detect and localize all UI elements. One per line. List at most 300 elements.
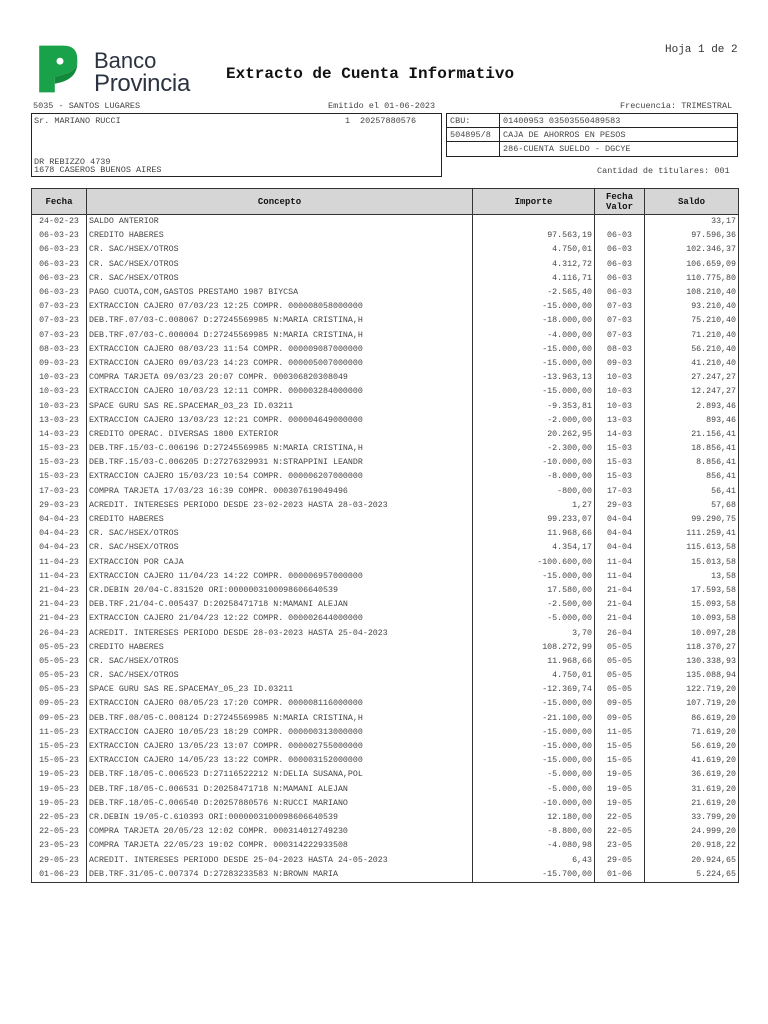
frequency: Frecuencia: TRIMESTRAL bbox=[620, 101, 733, 111]
row-fecha-valor: 22-05 bbox=[595, 811, 645, 825]
row-fecha: 07-03-23 bbox=[32, 300, 87, 314]
row-importe: 4.354,17 bbox=[473, 541, 595, 555]
header-fecha-valor-1: Fecha bbox=[605, 191, 633, 202]
table-row bbox=[32, 556, 739, 570]
row-concepto: CR. SAC/HSEX/OTROS bbox=[87, 527, 473, 541]
row-saldo: 31.619,20 bbox=[645, 783, 739, 797]
row-saldo: 110.775,80 bbox=[645, 272, 739, 286]
row-importe: -15.000,00 bbox=[473, 740, 595, 754]
table-row bbox=[32, 470, 739, 484]
row-concepto: EXTRACCION CAJERO 09/03/23 14:23 COMPR. 000005007000000 bbox=[87, 357, 473, 371]
row-fecha-valor: 06-03 bbox=[595, 229, 645, 243]
movements-table bbox=[31, 188, 739, 883]
row-fecha-valor: 06-03 bbox=[595, 286, 645, 300]
row-importe: 4.116,71 bbox=[473, 272, 595, 286]
row-importe: 17.580,00 bbox=[473, 584, 595, 598]
row-importe: 11.968,66 bbox=[473, 527, 595, 541]
row-importe: 4.750,01 bbox=[473, 669, 595, 683]
account-subtype: 286-CUENTA SUELDO - DGCYE bbox=[503, 144, 631, 154]
row-fecha-valor: 06-03 bbox=[595, 258, 645, 272]
row-fecha: 05-05-23 bbox=[32, 641, 87, 655]
client-address1: DR REBIZZO 4739 bbox=[34, 157, 111, 167]
row-concepto: EXTRACCION POR CAJA bbox=[87, 556, 473, 570]
row-saldo: 856,41 bbox=[645, 470, 739, 484]
client-id-type: 1 bbox=[345, 116, 351, 126]
row-concepto: EXTRACCION CAJERO 21/04/23 12:22 COMPR. 000002644000000 bbox=[87, 612, 473, 626]
table-row bbox=[32, 513, 739, 527]
row-fecha-valor: 11-04 bbox=[595, 570, 645, 584]
row-saldo: 24.999,20 bbox=[645, 825, 739, 839]
table-row bbox=[32, 825, 739, 839]
row-saldo: 893,46 bbox=[645, 414, 739, 428]
row-saldo: 5.224,65 bbox=[645, 868, 739, 883]
row-fecha: 06-03-23 bbox=[32, 258, 87, 272]
row-concepto: EXTRACCION CAJERO 10/03/23 12:11 COMPR. 000003284000000 bbox=[87, 385, 473, 399]
row-concepto: DEB.TRF.18/05-C.006540 D:20257880576 N:RUCCI MARIANO bbox=[87, 797, 473, 811]
row-importe: -2.500,00 bbox=[473, 598, 595, 612]
row-importe: -15.000,00 bbox=[473, 697, 595, 711]
row-fecha: 07-03-23 bbox=[32, 329, 87, 343]
row-fecha: 21-04-23 bbox=[32, 584, 87, 598]
row-fecha: 19-05-23 bbox=[32, 783, 87, 797]
row-concepto: CR.DEBIN 20/04-C.831520 ORI:0000003100098606640539 bbox=[87, 584, 473, 598]
table-row bbox=[32, 697, 739, 711]
row-saldo: 56.619,20 bbox=[645, 740, 739, 754]
row-fecha-valor: 05-05 bbox=[595, 641, 645, 655]
row-importe: -15.000,00 bbox=[473, 385, 595, 399]
row-saldo: 57,68 bbox=[645, 499, 739, 513]
row-importe: -2.000,00 bbox=[473, 414, 595, 428]
row-saldo: 130.338,93 bbox=[645, 655, 739, 669]
row-saldo: 33,17 bbox=[645, 215, 739, 230]
row-fecha-valor: 29-05 bbox=[595, 853, 645, 867]
account-type: CAJA DE AHORROS EN PESOS bbox=[503, 130, 626, 140]
header-fecha-valor-2: Valor bbox=[605, 201, 633, 212]
table-row bbox=[32, 868, 739, 883]
row-concepto: DEB.TRF.08/05-C.008124 D:27245569985 N:MARIA CRISTINA,H bbox=[87, 712, 473, 726]
row-fecha-valor: 15-05 bbox=[595, 740, 645, 754]
document-title: Extracto de Cuenta Informativo bbox=[226, 65, 515, 83]
row-fecha-valor: 19-05 bbox=[595, 768, 645, 782]
row-fecha-valor: 11-05 bbox=[595, 726, 645, 740]
row-fecha-valor: 22-05 bbox=[595, 825, 645, 839]
row-importe: 3,70 bbox=[473, 626, 595, 640]
row-saldo: 115.613,58 bbox=[645, 541, 739, 555]
row-fecha: 15-03-23 bbox=[32, 456, 87, 470]
row-concepto: COMPRA TARJETA 20/05/23 12:02 COMPR. 000314012749230 bbox=[87, 825, 473, 839]
row-importe: 99.233,07 bbox=[473, 513, 595, 527]
row-fecha: 19-05-23 bbox=[32, 797, 87, 811]
table-row bbox=[32, 456, 739, 470]
row-importe: -5.000,00 bbox=[473, 783, 595, 797]
row-fecha: 23-05-23 bbox=[32, 839, 87, 853]
table-row bbox=[32, 612, 739, 626]
row-fecha: 21-04-23 bbox=[32, 598, 87, 612]
row-importe: -15.000,00 bbox=[473, 570, 595, 584]
table-row bbox=[32, 215, 739, 230]
row-saldo: 15.013,58 bbox=[645, 556, 739, 570]
row-fecha-valor: 05-05 bbox=[595, 669, 645, 683]
row-saldo: 111.259,41 bbox=[645, 527, 739, 541]
row-fecha-valor: 04-04 bbox=[595, 541, 645, 555]
row-fecha-valor: 14-03 bbox=[595, 428, 645, 442]
row-importe: 6,43 bbox=[473, 853, 595, 867]
row-concepto: SPACE GURU SAS RE.SPACEMAR_03_23 ID.03211 bbox=[87, 399, 473, 413]
table-header-row bbox=[32, 189, 739, 215]
row-concepto: COMPRA TARJETA 17/03/23 16:39 COMPR. 000307619049496 bbox=[87, 485, 473, 499]
table-row bbox=[32, 584, 739, 598]
row-fecha: 09-05-23 bbox=[32, 697, 87, 711]
row-concepto: DEB.TRF.07/03-C.008067 D:27245569985 N:MARIA CRISTINA,H bbox=[87, 314, 473, 328]
row-fecha-valor: 26-04 bbox=[595, 626, 645, 640]
row-fecha: 15-05-23 bbox=[32, 740, 87, 754]
table-row bbox=[32, 683, 739, 697]
row-fecha: 10-03-23 bbox=[32, 399, 87, 413]
row-fecha: 06-03-23 bbox=[32, 229, 87, 243]
row-saldo: 41.210,40 bbox=[645, 357, 739, 371]
row-saldo: 86.619,20 bbox=[645, 712, 739, 726]
row-concepto: PAGO CUOTA,COM,GASTOS PRESTAMO 1987 BIYCSA bbox=[87, 286, 473, 300]
row-saldo: 56.210,40 bbox=[645, 343, 739, 357]
row-importe: 11.968,66 bbox=[473, 655, 595, 669]
row-fecha: 05-05-23 bbox=[32, 683, 87, 697]
row-concepto: CR. SAC/HSEX/OTROS bbox=[87, 541, 473, 555]
row-importe: -15.000,00 bbox=[473, 300, 595, 314]
client-id-number: 20257880576 bbox=[360, 116, 417, 126]
row-fecha: 22-05-23 bbox=[32, 825, 87, 839]
row-concepto: CR. SAC/HSEX/OTROS bbox=[87, 655, 473, 669]
row-concepto: CR. SAC/HSEX/OTROS bbox=[87, 258, 473, 272]
row-fecha: 09-03-23 bbox=[32, 357, 87, 371]
row-concepto: EXTRACCION CAJERO 10/05/23 18:29 COMPR. 000000313000000 bbox=[87, 726, 473, 740]
row-importe: -100.600,00 bbox=[473, 556, 595, 570]
row-concepto: DEB.TRF.18/05-C.006531 D:20258471718 N:MAMANI ALEJAN bbox=[87, 783, 473, 797]
row-concepto: DEB.TRF.18/05-C.006523 D:27116522212 N:DELIA SUSANA,POL bbox=[87, 768, 473, 782]
row-fecha: 01-06-23 bbox=[32, 868, 87, 883]
table-row bbox=[32, 839, 739, 853]
row-importe: -10.000,00 bbox=[473, 797, 595, 811]
row-saldo: 135.088,94 bbox=[645, 669, 739, 683]
table-row bbox=[32, 712, 739, 726]
table-row bbox=[32, 626, 739, 640]
row-fecha: 09-05-23 bbox=[32, 712, 87, 726]
table-row bbox=[32, 655, 739, 669]
row-saldo: 21.156,41 bbox=[645, 428, 739, 442]
row-fecha: 14-03-23 bbox=[32, 428, 87, 442]
row-fecha-valor: 15-03 bbox=[595, 470, 645, 484]
row-fecha: 05-05-23 bbox=[32, 655, 87, 669]
row-fecha: 10-03-23 bbox=[32, 385, 87, 399]
row-saldo: 75.210,40 bbox=[645, 314, 739, 328]
table-row bbox=[32, 740, 739, 754]
account-box bbox=[446, 113, 738, 157]
table-row bbox=[32, 258, 739, 272]
table-row bbox=[32, 797, 739, 811]
row-fecha-valor: 07-03 bbox=[595, 314, 645, 328]
row-saldo: 71.210,40 bbox=[645, 329, 739, 343]
row-concepto: CR.DEBIN 19/05-C.610393 ORI:0000003100098606640539 bbox=[87, 811, 473, 825]
row-concepto: CR. SAC/HSEX/OTROS bbox=[87, 272, 473, 286]
row-importe: 4.312,72 bbox=[473, 258, 595, 272]
row-saldo: 41.619,20 bbox=[645, 754, 739, 768]
row-concepto: COMPRA TARJETA 09/03/23 20:07 COMPR. 000306820308049 bbox=[87, 371, 473, 385]
row-saldo: 56,41 bbox=[645, 485, 739, 499]
row-fecha: 21-04-23 bbox=[32, 612, 87, 626]
table-row bbox=[32, 541, 739, 555]
page-indicator: Hoja 1 de 2 bbox=[665, 44, 738, 56]
table-row bbox=[32, 385, 739, 399]
row-saldo: 21.619,20 bbox=[645, 797, 739, 811]
row-fecha: 07-03-23 bbox=[32, 314, 87, 328]
row-concepto: EXTRACCION CAJERO 15/03/23 10:54 COMPR. 000006207000000 bbox=[87, 470, 473, 484]
row-concepto: CREDITO HABERES bbox=[87, 641, 473, 655]
row-fecha: 13-03-23 bbox=[32, 414, 87, 428]
row-fecha: 06-03-23 bbox=[32, 272, 87, 286]
row-fecha-valor: 06-03 bbox=[595, 272, 645, 286]
row-importe: -21.100,00 bbox=[473, 712, 595, 726]
row-fecha-valor: 19-05 bbox=[595, 783, 645, 797]
table-row bbox=[32, 414, 739, 428]
table-row bbox=[32, 272, 739, 286]
movements-body bbox=[32, 215, 739, 883]
row-saldo: 20.924,65 bbox=[645, 853, 739, 867]
table-row bbox=[32, 229, 739, 243]
row-fecha: 29-05-23 bbox=[32, 853, 87, 867]
row-concepto: ACREDIT. INTERESES PERIODO DESDE 28-03-2023 HASTA 25-04-2023 bbox=[87, 626, 473, 640]
table-row bbox=[32, 527, 739, 541]
row-saldo: 8.856,41 bbox=[645, 456, 739, 470]
row-importe: -4.080,98 bbox=[473, 839, 595, 853]
row-importe: -15.000,00 bbox=[473, 343, 595, 357]
cbu-value: 01400953 03503550489583 bbox=[503, 116, 621, 126]
row-concepto: DEB.TRF.15/03-C.006205 D:27276329931 N:STRAPPINI LEANDR bbox=[87, 456, 473, 470]
row-fecha-valor: 08-03 bbox=[595, 343, 645, 357]
row-saldo: 17.593,58 bbox=[645, 584, 739, 598]
row-fecha-valor: 04-04 bbox=[595, 513, 645, 527]
row-importe: -800,00 bbox=[473, 485, 595, 499]
table-row bbox=[32, 768, 739, 782]
row-fecha-valor: 15-03 bbox=[595, 456, 645, 470]
row-concepto: EXTRACCION CAJERO 11/04/23 14:22 COMPR. 000006957000000 bbox=[87, 570, 473, 584]
row-fecha: 24-02-23 bbox=[32, 215, 87, 230]
row-fecha: 08-03-23 bbox=[32, 343, 87, 357]
table-row bbox=[32, 329, 739, 343]
row-saldo: 27.247,27 bbox=[645, 371, 739, 385]
row-fecha: 11-04-23 bbox=[32, 570, 87, 584]
row-fecha: 11-04-23 bbox=[32, 556, 87, 570]
row-importe: 97.563,19 bbox=[473, 229, 595, 243]
row-fecha: 22-05-23 bbox=[32, 811, 87, 825]
row-importe: -18.000,00 bbox=[473, 314, 595, 328]
table-row bbox=[32, 570, 739, 584]
table-row bbox=[32, 726, 739, 740]
row-concepto: DEB.TRF.15/03-C.006196 D:27245569985 N:MARIA CRISTINA,H bbox=[87, 442, 473, 456]
row-fecha-valor: 06-03 bbox=[595, 243, 645, 257]
table-row bbox=[32, 243, 739, 257]
branch: 5035 - SANTOS LUGARES bbox=[33, 101, 141, 111]
row-fecha: 26-04-23 bbox=[32, 626, 87, 640]
client-box bbox=[31, 113, 442, 177]
row-fecha-valor: 15-03 bbox=[595, 442, 645, 456]
table-row bbox=[32, 641, 739, 655]
row-importe: -15.000,00 bbox=[473, 754, 595, 768]
row-concepto: CR. SAC/HSEX/OTROS bbox=[87, 243, 473, 257]
row-concepto: CREDITO HABERES bbox=[87, 229, 473, 243]
row-importe: -10.000,00 bbox=[473, 456, 595, 470]
row-saldo: 33.799,20 bbox=[645, 811, 739, 825]
row-saldo: 12.247,27 bbox=[645, 385, 739, 399]
row-fecha: 06-03-23 bbox=[32, 286, 87, 300]
table-row bbox=[32, 371, 739, 385]
table-row bbox=[32, 669, 739, 683]
row-fecha-valor bbox=[595, 215, 645, 230]
row-concepto: EXTRACCION CAJERO 08/05/23 17:20 COMPR. 000008116000000 bbox=[87, 697, 473, 711]
row-concepto: EXTRACCION CAJERO 07/03/23 12:25 COMPR. 000008058000000 bbox=[87, 300, 473, 314]
emission-date: Emitido el 01-06-2023 bbox=[328, 101, 436, 111]
account-number: 504895/8 bbox=[450, 130, 491, 140]
row-fecha-valor: 10-03 bbox=[595, 399, 645, 413]
table-row bbox=[32, 598, 739, 612]
row-concepto: EXTRACCION CAJERO 13/05/23 13:07 COMPR. 000002755000000 bbox=[87, 740, 473, 754]
bank-name-line1: Banco bbox=[94, 48, 157, 73]
row-concepto: CR. SAC/HSEX/OTROS bbox=[87, 669, 473, 683]
table-row bbox=[32, 314, 739, 328]
row-fecha-valor: 07-03 bbox=[595, 329, 645, 343]
row-importe: -8.800,00 bbox=[473, 825, 595, 839]
row-fecha-valor: 29-03 bbox=[595, 499, 645, 513]
row-fecha-valor: 19-05 bbox=[595, 797, 645, 811]
row-saldo: 36.619,20 bbox=[645, 768, 739, 782]
row-concepto: CREDITO HABERES bbox=[87, 513, 473, 527]
row-fecha: 15-03-23 bbox=[32, 470, 87, 484]
row-importe: 12.180,00 bbox=[473, 811, 595, 825]
row-fecha-valor: 13-03 bbox=[595, 414, 645, 428]
row-importe: -8.000,00 bbox=[473, 470, 595, 484]
table-row bbox=[32, 499, 739, 513]
row-fecha-valor: 21-04 bbox=[595, 612, 645, 626]
row-fecha-valor: 04-04 bbox=[595, 527, 645, 541]
row-saldo: 122.719,20 bbox=[645, 683, 739, 697]
client-address2: 1678 CASEROS BUENOS AIRES bbox=[34, 165, 162, 175]
row-saldo: 71.619,20 bbox=[645, 726, 739, 740]
cbu-label: CBU: bbox=[450, 116, 471, 126]
row-fecha-valor: 09-05 bbox=[595, 697, 645, 711]
header-fecha-valor bbox=[595, 189, 645, 215]
header-concepto: Concepto bbox=[87, 189, 473, 215]
row-saldo: 118.370,27 bbox=[645, 641, 739, 655]
row-fecha-valor: 15-05 bbox=[595, 754, 645, 768]
row-saldo: 97.596,36 bbox=[645, 229, 739, 243]
row-fecha-valor: 10-03 bbox=[595, 371, 645, 385]
header-importe: Importe bbox=[473, 189, 595, 215]
row-importe: 20.262,95 bbox=[473, 428, 595, 442]
table-row bbox=[32, 428, 739, 442]
row-concepto: EXTRACCION CAJERO 14/05/23 13:22 COMPR. 000003152000000 bbox=[87, 754, 473, 768]
row-saldo: 106.659,09 bbox=[645, 258, 739, 272]
row-importe: -5.000,00 bbox=[473, 768, 595, 782]
row-concepto: SPACE GURU SAS RE.SPACEMAY_05_23 ID.03211 bbox=[87, 683, 473, 697]
row-fecha: 15-03-23 bbox=[32, 442, 87, 456]
row-fecha: 15-05-23 bbox=[32, 754, 87, 768]
row-concepto: DEB.TRF.31/05-C.007374 D:27283233583 N:BROWN MARIA bbox=[87, 868, 473, 883]
row-fecha: 11-05-23 bbox=[32, 726, 87, 740]
table-row bbox=[32, 300, 739, 314]
row-fecha: 19-05-23 bbox=[32, 768, 87, 782]
table-row bbox=[32, 286, 739, 300]
row-concepto: EXTRACCION CAJERO 08/03/23 11:54 COMPR. 000009087000000 bbox=[87, 343, 473, 357]
row-saldo: 10.097,28 bbox=[645, 626, 739, 640]
row-saldo: 93.210,40 bbox=[645, 300, 739, 314]
row-saldo: 15.093,58 bbox=[645, 598, 739, 612]
bank-name-line2: Provincia bbox=[94, 70, 191, 97]
row-saldo: 99.290,75 bbox=[645, 513, 739, 527]
row-fecha-valor: 21-04 bbox=[595, 598, 645, 612]
row-fecha-valor: 11-04 bbox=[595, 556, 645, 570]
row-fecha-valor: 10-03 bbox=[595, 385, 645, 399]
holders-count: Cantidad de titulares: 001 bbox=[597, 166, 730, 176]
row-fecha: 29-03-23 bbox=[32, 499, 87, 513]
row-concepto: DEB.TRF.07/03-C.000004 D:27245569985 N:MARIA CRISTINA,H bbox=[87, 329, 473, 343]
row-saldo: 108.210,40 bbox=[645, 286, 739, 300]
table-row bbox=[32, 754, 739, 768]
row-fecha-valor: 09-05 bbox=[595, 712, 645, 726]
table-row bbox=[32, 853, 739, 867]
row-saldo: 2.893,46 bbox=[645, 399, 739, 413]
row-fecha-valor: 01-06 bbox=[595, 868, 645, 883]
row-fecha-valor: 05-05 bbox=[595, 683, 645, 697]
row-importe: -15.700,00 bbox=[473, 868, 595, 883]
row-importe: -15.000,00 bbox=[473, 357, 595, 371]
row-saldo: 18.856,41 bbox=[645, 442, 739, 456]
row-importe: -12.369,74 bbox=[473, 683, 595, 697]
row-fecha-valor: 05-05 bbox=[595, 655, 645, 669]
table-row bbox=[32, 442, 739, 456]
row-concepto: DEB.TRF.21/04-C.005437 D:20258471718 N:MAMANI ALEJAN bbox=[87, 598, 473, 612]
row-fecha-valor: 23-05 bbox=[595, 839, 645, 853]
row-concepto: SALDO ANTERIOR bbox=[87, 215, 473, 230]
row-fecha-valor: 07-03 bbox=[595, 300, 645, 314]
header-fecha: Fecha bbox=[32, 189, 87, 215]
row-concepto: ACREDIT. INTERESES PERIODO DESDE 25-04-2023 HASTA 24-05-2023 bbox=[87, 853, 473, 867]
row-concepto: EXTRACCION CAJERO 13/03/23 12:21 COMPR. 000004649000000 bbox=[87, 414, 473, 428]
row-fecha: 04-04-23 bbox=[32, 541, 87, 555]
table-row bbox=[32, 357, 739, 371]
row-fecha: 06-03-23 bbox=[32, 243, 87, 257]
table-row bbox=[32, 783, 739, 797]
row-importe: -9.353,81 bbox=[473, 399, 595, 413]
row-importe: -2.300,00 bbox=[473, 442, 595, 456]
table-row bbox=[32, 485, 739, 499]
row-concepto: ACREDIT. INTERESES PERIODO DESDE 23-02-2023 HASTA 28-03-2023 bbox=[87, 499, 473, 513]
row-saldo: 13,58 bbox=[645, 570, 739, 584]
row-saldo: 102.346,37 bbox=[645, 243, 739, 257]
row-importe: -13.963,13 bbox=[473, 371, 595, 385]
header-saldo: Saldo bbox=[645, 189, 739, 215]
row-importe: -15.000,00 bbox=[473, 726, 595, 740]
table-row bbox=[32, 811, 739, 825]
row-fecha: 04-04-23 bbox=[32, 527, 87, 541]
row-concepto: COMPRA TARJETA 22/05/23 19:02 COMPR. 000314222933508 bbox=[87, 839, 473, 853]
row-fecha: 10-03-23 bbox=[32, 371, 87, 385]
row-fecha-valor: 09-03 bbox=[595, 357, 645, 371]
table-row bbox=[32, 399, 739, 413]
row-concepto: CREDITO OPERAC. DIVERSAS 1800 EXTERIOR bbox=[87, 428, 473, 442]
row-fecha: 04-04-23 bbox=[32, 513, 87, 527]
row-importe: -2.565,40 bbox=[473, 286, 595, 300]
row-saldo: 10.093,58 bbox=[645, 612, 739, 626]
row-fecha: 17-03-23 bbox=[32, 485, 87, 499]
row-importe: 1,27 bbox=[473, 499, 595, 513]
